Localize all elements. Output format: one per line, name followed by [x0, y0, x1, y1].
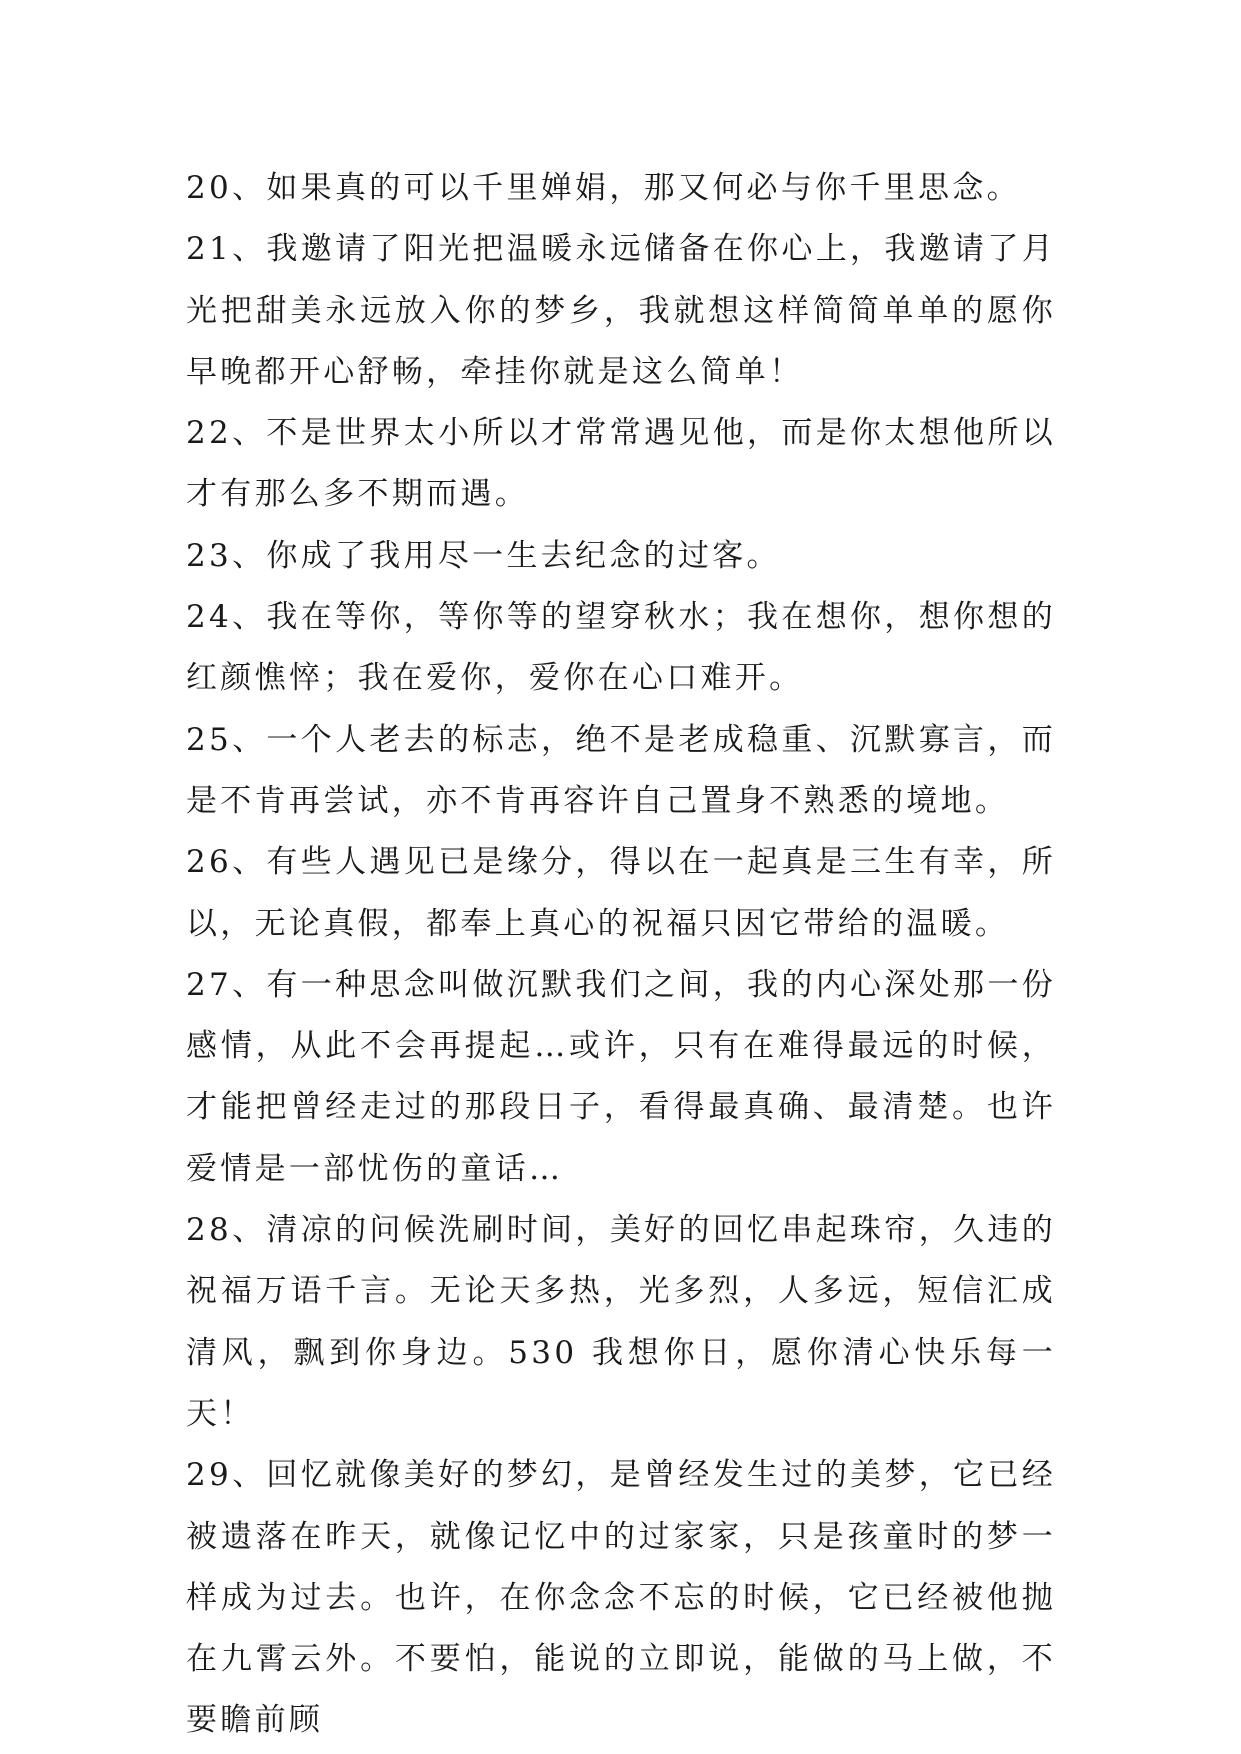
paragraph-item-27: 27、有一种思念叫做沉默我们之间，我的内心深处那一份感情，从此不会再提起…或许，只有在难得最远的时候，才能把曾经走过的那段日子，看得最真确、最清楚。也许爱情是一部忧伤的童话… [186, 966, 1056, 1187]
paragraph-item-28: 28、清凉的问候洗刷时间，美好的回忆串起珠帘，久违的祝福万语千言。无论天多热，光多烈，人多远，短信汇成清风，飘到你身边。530 我想你日，愿你清心快乐每一天！ [186, 1212, 1056, 1432]
paragraph-item-23: 23、你成了我用尽一生去纪念的过客。 [186, 537, 781, 574]
paragraph-item-29: 29、回忆就像美好的梦幻，是曾经发生过的美梦，它已经被遗落在昨天，就像记忆中的过家家，只是孩童时的梦一样成为过去。也许，在你念念不忘的时候，它已经被他抛在九霄云外。不要怕，能说的立即说，能做的马上做，不要瞻前顾 [186, 1457, 1056, 1739]
paragraph-item-24: 24、我在等你，等你等的望穿秋水；我在想你，想你想的红颜憔悴；我在爱你，爱你在心口难开。 [186, 599, 1056, 697]
paragraph-item-22: 22、不是世界太小所以才常常遇见他，而是你太想他所以才有那么多不期而遇。 [186, 415, 1056, 513]
paragraph-item-26: 26、有些人遇见已是缘分，得以在一起真是三生有幸，所以，无论真假，都奉上真心的祝福只因它带给的温暖。 [186, 844, 1056, 942]
paragraph-item-25: 25、一个人老去的标志，绝不是老成稳重、沉默寡言，而是不肯再尝试，亦不肯再容许自己置身不熟悉的境地。 [186, 721, 1056, 819]
paragraph-item-21: 21、我邀请了阳光把温暖永远储备在你心上，我邀请了月光把甜美永远放入你的梦乡，我就想这样简简单单的愿你早晚都开心舒畅，牵挂你就是这么简单！ [186, 231, 1056, 390]
paragraph-item-20: 20、如果真的可以千里婵娟，那又何必与你千里思念。 [186, 170, 1021, 206]
document-body [186, 158, 1056, 1752]
